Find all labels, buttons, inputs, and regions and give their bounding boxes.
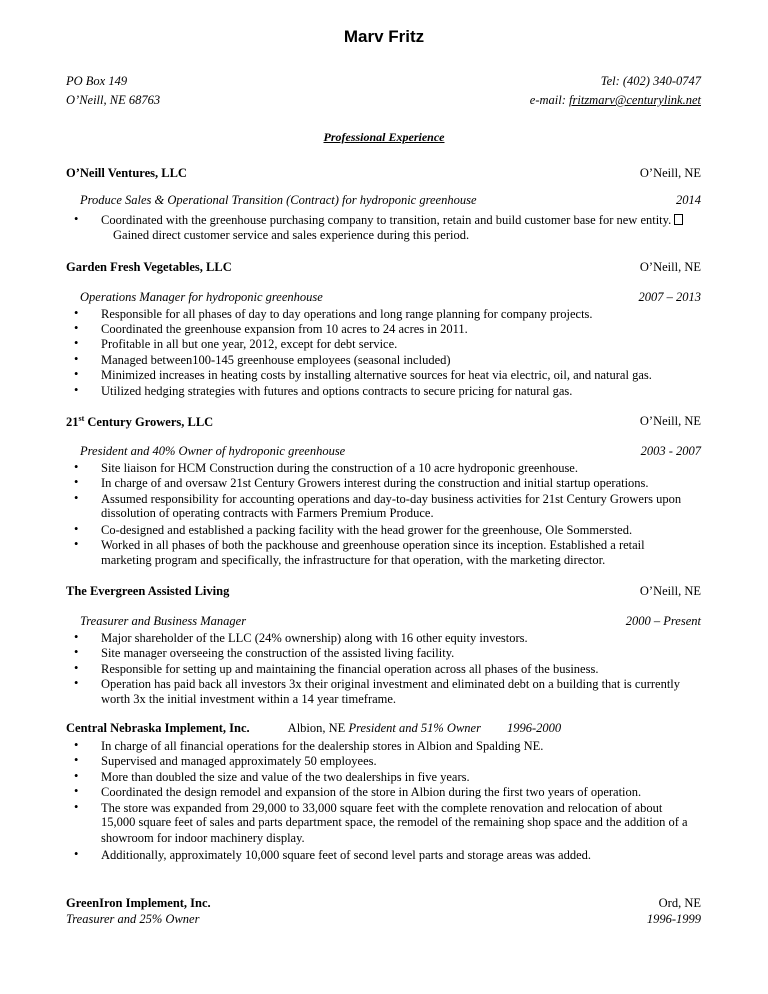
list-item-continuation: Gained direct customer service and sales experience during this period. [113, 228, 470, 242]
company-location: O’Neill, NE [639, 166, 701, 180]
list-item-continuation: worth 3x the initial investment within a 14 year timeframe. [101, 692, 397, 706]
job-dates: 2000 – Present [625, 614, 701, 628]
phone: Tel: (402) 340-0747 [600, 74, 701, 88]
job-title: Treasurer and Business Manager [80, 614, 247, 628]
company-location: O’Neill, NE [639, 414, 701, 428]
email-link[interactable]: fritzmarv@centurylink.net [569, 93, 701, 107]
company-location: O’Neill, NE [639, 584, 701, 598]
address-line-1: PO Box 149 [66, 74, 128, 88]
company-heading-line [66, 721, 561, 736]
company-name: O’Neill Ventures, LLC [66, 166, 187, 180]
job-title: President and 51% Owner [348, 721, 481, 735]
section-title: Professional Experience [323, 130, 445, 144]
company-name: 21st Century Growers, LLC [66, 414, 214, 430]
job-dates: 2014 [676, 193, 701, 207]
email-line [530, 93, 701, 108]
job-title: President and 40% Owner of hydroponic greenhouse [80, 444, 346, 458]
list-item-continuation: 15,000 square feet of sales and parts department space, the remodel of the remaining shop space and the addition of a [101, 815, 688, 829]
address-line-2: O’Neill, NE 68763 [66, 93, 161, 107]
resume-name: Marv Fritz [343, 27, 425, 46]
job-dates: 1996-1999 [646, 912, 701, 926]
job-dates: 2007 – 2013 [638, 290, 701, 304]
job-dates: 2003 - 2007 [640, 444, 701, 458]
company-name: GreenIron Implement, Inc. [66, 896, 211, 910]
company-name: The Evergreen Assisted Living [66, 584, 230, 598]
list-item-continuation: showroom for indoor machinery display. [101, 831, 305, 845]
job-title: Operations Manager for hydroponic greenhouse [80, 290, 323, 304]
job-title: Produce Sales & Operational Transition (Contract) for hydroponic greenhouse [80, 193, 477, 207]
company-location: Albion, NE [287, 721, 349, 735]
job-dates: 1996-2000 [506, 721, 562, 735]
company-location: Ord, NE [658, 896, 701, 910]
list-item-continuation: marketing program and specifically, the infrastructure for that operation, with the marketing director. [101, 553, 606, 567]
list-item-continuation: dissolution of operating contracts with Farmers Premium Produce. [101, 506, 434, 520]
email-label: e-mail: [529, 93, 570, 107]
company-name: Central Nebraska Implement, Inc. [66, 721, 250, 735]
company-location: O’Neill, NE [639, 260, 701, 274]
job-title: Treasurer and 25% Owner [66, 912, 200, 926]
company-name: Garden Fresh Vegetables, LLC [66, 260, 232, 274]
checkbox-glyph-icon [674, 214, 683, 225]
